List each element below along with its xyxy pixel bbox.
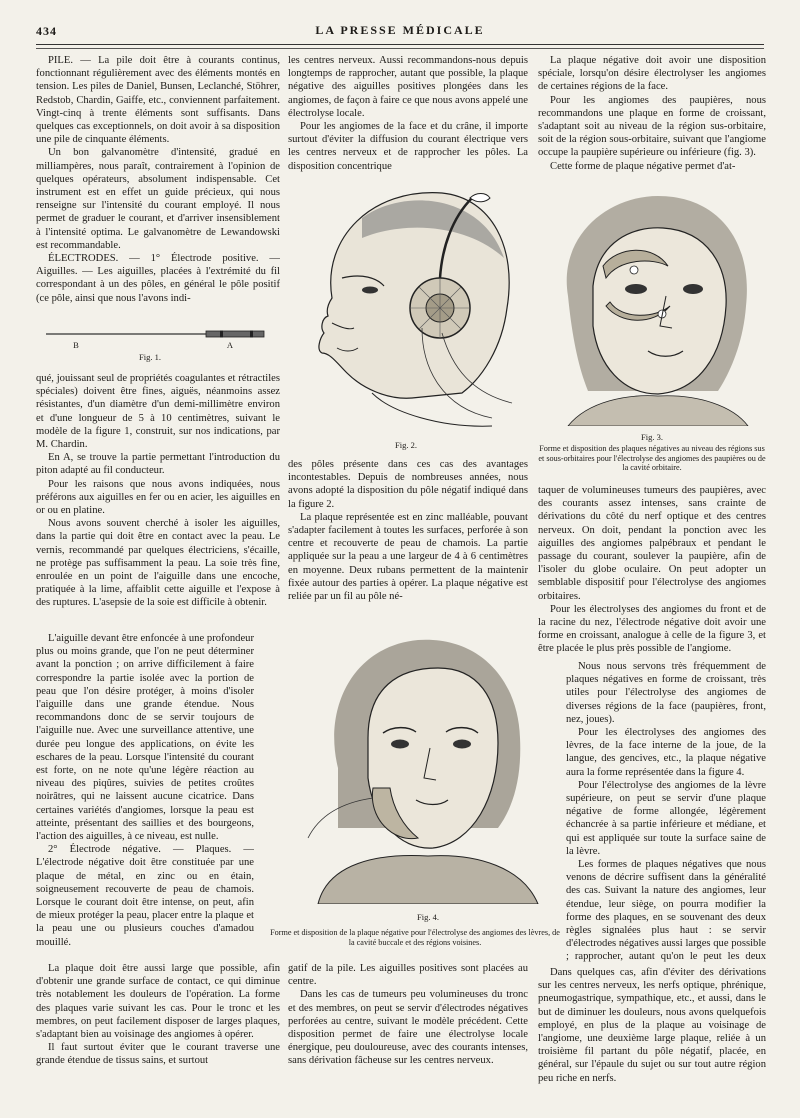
paragraph: taquer de volumineuses tumeurs des paupières, avec des courants assez intenses, sans crainte de dérivations du côté du nerf optique et des centres nerveux. On doit, pendant la ponction avec les aiguilles des angiomes palpébraux et pendant le passage du courant, soulever la paupière, afin de l'isoler du globe oculaire. On peut adopter un semblable dispositif pour l'électrolyse des angiomes orbitaires. bbox=[538, 485, 766, 602]
col3-mid-text bbox=[538, 484, 766, 658]
fig4-caption: Forme et disposition de la plaque négative pour l'électrolyse des angiomes des lèvres, de la cavité buccale et des régions voisines. bbox=[270, 928, 560, 947]
col2-mid-text bbox=[288, 458, 528, 608]
child-eye-illustration bbox=[548, 186, 760, 426]
journal-title: LA PRESSE MÉDICALE bbox=[315, 23, 485, 37]
paragraph: Pour les angiomes des paupières, nous recommandons une plaque en forme de croissant, s'adaptant soit au niveau de la région sus-orbitaire, soit de la région sous-orbitaire, suivant que l'angiome occupe la paupière supérieure ou inférieure (fig. 3). bbox=[538, 94, 766, 159]
paragraph: Pour l'électrolyse des angiomes de la lèvre supérieure, on peut se servir d'une plaque négative de forme allongée, légèrement échancrée à sa partie inférieure et médiane, et qui est appliquée sur toute la surface saine de la lèvre. bbox=[566, 779, 766, 857]
paragraph: Un bon galvanomètre d'intensité, gradué en milliampères, nous paraît, contrairement à l'opinion de quelques opérateurs, absolument indispensable. Cet instrument est en effet un guide précieux, qui nous renseigne sur l'intensité du courant employé. Il nous permet de graduer le courant, et d'arriver insensiblement à l'intensité optima. Le galvanomètre de Lewandowski est recommandable. bbox=[36, 147, 280, 251]
fig1-mark-a: A bbox=[226, 340, 234, 350]
paragraph: Pour les électrolyses des angiomes du front et de la racine du nez, l'électrode négative doit avoir une forme en croissant, analogue à celle de la figure 3, et être placée le plus près possible de l'angiome. bbox=[538, 603, 766, 655]
paragraph: 2° Électrode négative. — Plaques. — L'électrode négative doit être constituée par une plaque de métal, en zinc ou en étain, soigneusement recouverte de peau de chamois. Lorsque le courant doit être intense, on peut, afin de mieux protéger la peau, placer entre la plaque et la peau une ou plusieurs couches d'amadou mouillé. bbox=[36, 844, 254, 948]
header-rule bbox=[36, 44, 764, 45]
paragraph: Cette forme de plaque négative permet d'at- bbox=[550, 160, 736, 172]
fig2-label: Fig. 2. bbox=[395, 440, 417, 450]
child-profile-illustration bbox=[292, 178, 528, 436]
header-rule-thin bbox=[36, 48, 764, 49]
paragraph: Dans quelques cas, afin d'éviter des dérivations sur les centres nerveux, les nerfs optique, phrénique, pneumogastrique, sympathique, etc., et aussi, dans le but de diminuer les douleurs, nous avons quelquefois employé, en plus de la plaque au voisinage de l'angiome, une deuxième large plaque, reliée à un troisième fil partant du pôle négatif, placée, en général, sur l'épaule du sujet ou sur tout autre région peu riche en nerfs. bbox=[538, 967, 766, 1084]
paragraph: Pour les électrolyses des angiomes des lèvres, de la face interne de la joue, de la langue, des gencives, etc., la plaque négative aura la forme représentée dans la figure 4. bbox=[566, 727, 766, 778]
paragraph: Les formes de plaques négatives que nous venons de décrire suffisent dans la généralité des cas. Suivant la nature des angiomes, leur étendue, leur siège, on pourra modifier la forme des plaques, en se souvenant des deux règles signalées plus haut : se servir d'électrodes négatives aussi larges que possible ; rapprocher, autant qu'on le peut les deux bbox=[566, 859, 766, 963]
col1-top-text bbox=[36, 54, 280, 316]
col2-top-text bbox=[288, 54, 528, 172]
paragraph: Pour les raisons que nous avons indiquées, nous préférons aux aiguilles en fer ou en acier, les aiguilles en or ou en platine. bbox=[36, 478, 280, 517]
col1-bottom-text bbox=[36, 962, 280, 1108]
fig4-label: Fig. 4. bbox=[417, 912, 439, 922]
col1-mid-text bbox=[36, 372, 280, 630]
paragraph: La plaque représentée est en zinc malléable, pouvant s'adapter facilement à toutes les surfaces, perforée à son centre et recouverte de peau de chamois. La partie appliquée sur la peau a une largeur de 4 à 6 centimètres en moyenne. Deux rubans permettent de la maintenir fixée autour des parties à opérer. La plaque négative est reliée par un fil au pôle né- bbox=[288, 511, 528, 603]
paragraph: Nous avons souvent cherché à isoler les aiguilles, dans la partie qui doit être en contact avec la peau. Le vernis, recommandé par quelques électriciens, s'écaille, ne protège pas suffisamment la peau. La soie très fine, enroulée en un point de l'aiguille dans une encoche, pratiquée à la lime, affaiblit cette aiguille et l'expose à des ruptures. L'asepsie de la soie est difficile à obtenir. bbox=[36, 518, 280, 609]
col3-top-text bbox=[538, 54, 766, 182]
figure-4-child-front bbox=[298, 628, 548, 904]
paragraph: qué, jouissant seul de propriétés coagulantes et rétractiles spéciales) doivent être fines, aiguës, néanmoins assez résistantes, d'un diamètre d'un demi-millimètre environ et d'une longueur de 5 à 10 centimètres, suivant le modèle de la figure 1, construit, sur nos indications, par M. Chardin. bbox=[36, 373, 280, 451]
paragraph: ÉLECTRODES. — 1° Électrode positive. — Aiguilles. — Les aiguilles, placées à l'extrémité du fil correspondant à un des pôles, en général le pôle positif (ce pôle, ainsi que nous l'avons indi- bbox=[36, 253, 280, 304]
paragraph: Dans les cas de tumeurs peu volumineuses du tronc et des membres, on peut se servir d'électrodes négatives perforées au centre, suivant le modèle précédent. Cette disposition permet de faire une électrolyse locale énergique, peu douloureuse, avec des courants intenses, sans dérivation fâcheuse sur les centres nerveux. bbox=[288, 989, 528, 1067]
col3-bottom-text bbox=[538, 966, 766, 1108]
figure-2-profile-child bbox=[292, 178, 528, 436]
paragraph: En A, se trouve la partie permettant l'introduction du piton adapté au fil conducteur. bbox=[36, 452, 280, 477]
page-header bbox=[36, 20, 764, 42]
paragraph: des pôles présente dans ces cas des avantages incontestables. Depuis de nombreuses années, nous avons adopté la disposition du pôle négatif indiqué dans la figure 2. bbox=[288, 459, 528, 510]
col1-narrow-text bbox=[36, 632, 254, 960]
child-front-illustration bbox=[298, 628, 548, 904]
paragraph: les centres nerveux. Aussi recommandons-nous depuis longtemps de rapprocher, autant que possible, la plaque négative des aiguilles positives plongées dans les angiomes, de façon à faire ce que nous avons appelé une électrolyse locale. bbox=[288, 55, 528, 119]
paragraph: Nous nous servons très fréquemment de plaques négatives en forme de croissant, très utiles pour l'électrolyse des angiomes de diverses régions de la face (paupières, front, nez, joues). bbox=[566, 661, 766, 725]
page-number: 434 bbox=[36, 24, 57, 38]
paragraph: gatif de la pile. Les aiguilles positives sont placées au centre. bbox=[288, 963, 528, 988]
paragraph: La plaque négative doit avoir une disposition spéciale, lorsqu'on désire électrolyser les angiomes de certaines régions de la face. bbox=[538, 55, 766, 93]
paragraph: PILE. — La pile doit être à courants continus, fonctionnant régulièrement avec des éléments montés en tension. Les piles de Daniel, Bunsen, Leclanché, Stöhrer, Redstob, Chardin, Gaiffe, etc., conviennent parfaitement. Vingt-cinq à trente éléments sont suffisants. Dans quelques cas exceptionnels, on doit avoir à sa disposition une pile de cinquante éléments. bbox=[36, 55, 280, 146]
col3-narrow-text bbox=[566, 660, 766, 964]
fig1-label: Fig. 1. bbox=[139, 352, 161, 362]
paragraph: Pour les angiomes de la face et du crâne, il importe surtout d'éviter la diffusion du courant électrique vers les centres nerveux et de rapprocher les pôles. La disposition concentrique bbox=[288, 121, 528, 172]
paragraph: La plaque doit être aussi large que possible, afin d'obtenir une grande surface de contact, ce qui diminue très notablement les douleurs de l'opération. La forme des plaques varie suivant les cas. Pour le tronc et les membres, on peut facilement disposer de larges plaques, s'adaptant bien au voisinage des angiomes à opérer. bbox=[36, 963, 280, 1041]
col2-bottom-text bbox=[288, 962, 528, 1108]
figure-3-child-eye bbox=[548, 186, 760, 426]
paragraph: Il faut surtout éviter que le courant traverse une grande étendue de tissus sains, et surtout bbox=[36, 1042, 280, 1067]
paragraph: L'aiguille devant être enfoncée à une profondeur plus ou moins grande, que l'on ne peut déterminer avant la ponction ; on arrive difficilement à faire correspondre la partie isolée avec la portion de peau que l'on désire protéger, à moins d'isoler l'aiguille dans une grande étendue. Nous recommandons donc de se servir toujours de l'aiguille nue. Avec une surveillance attentive, une durée peu longue des applications, on évite les eschares de la peau. Lorsque l'intensité du courant est forte, on ne note qu'une légère réaction au niveau des piqûres, suivies de petites croûtes noirâtres, qui ne laissent aucune cicatrice. Dans certaines variétés d'angiomes, lorsque la peau est atteinte, présentant des saillies et des bourgeons, l'action des aiguilles, à ce niveau, est nulle. bbox=[36, 633, 254, 843]
fig1-mark-b: B bbox=[73, 340, 79, 350]
fig3-label: Fig. 3. bbox=[641, 432, 663, 442]
fig3-caption: Forme et disposition des plaques négatives au niveau des régions sus et sous-orbitaires pour l'électrolyse des angiomes des paupières ou de la cavité orbitaire. bbox=[538, 444, 766, 473]
